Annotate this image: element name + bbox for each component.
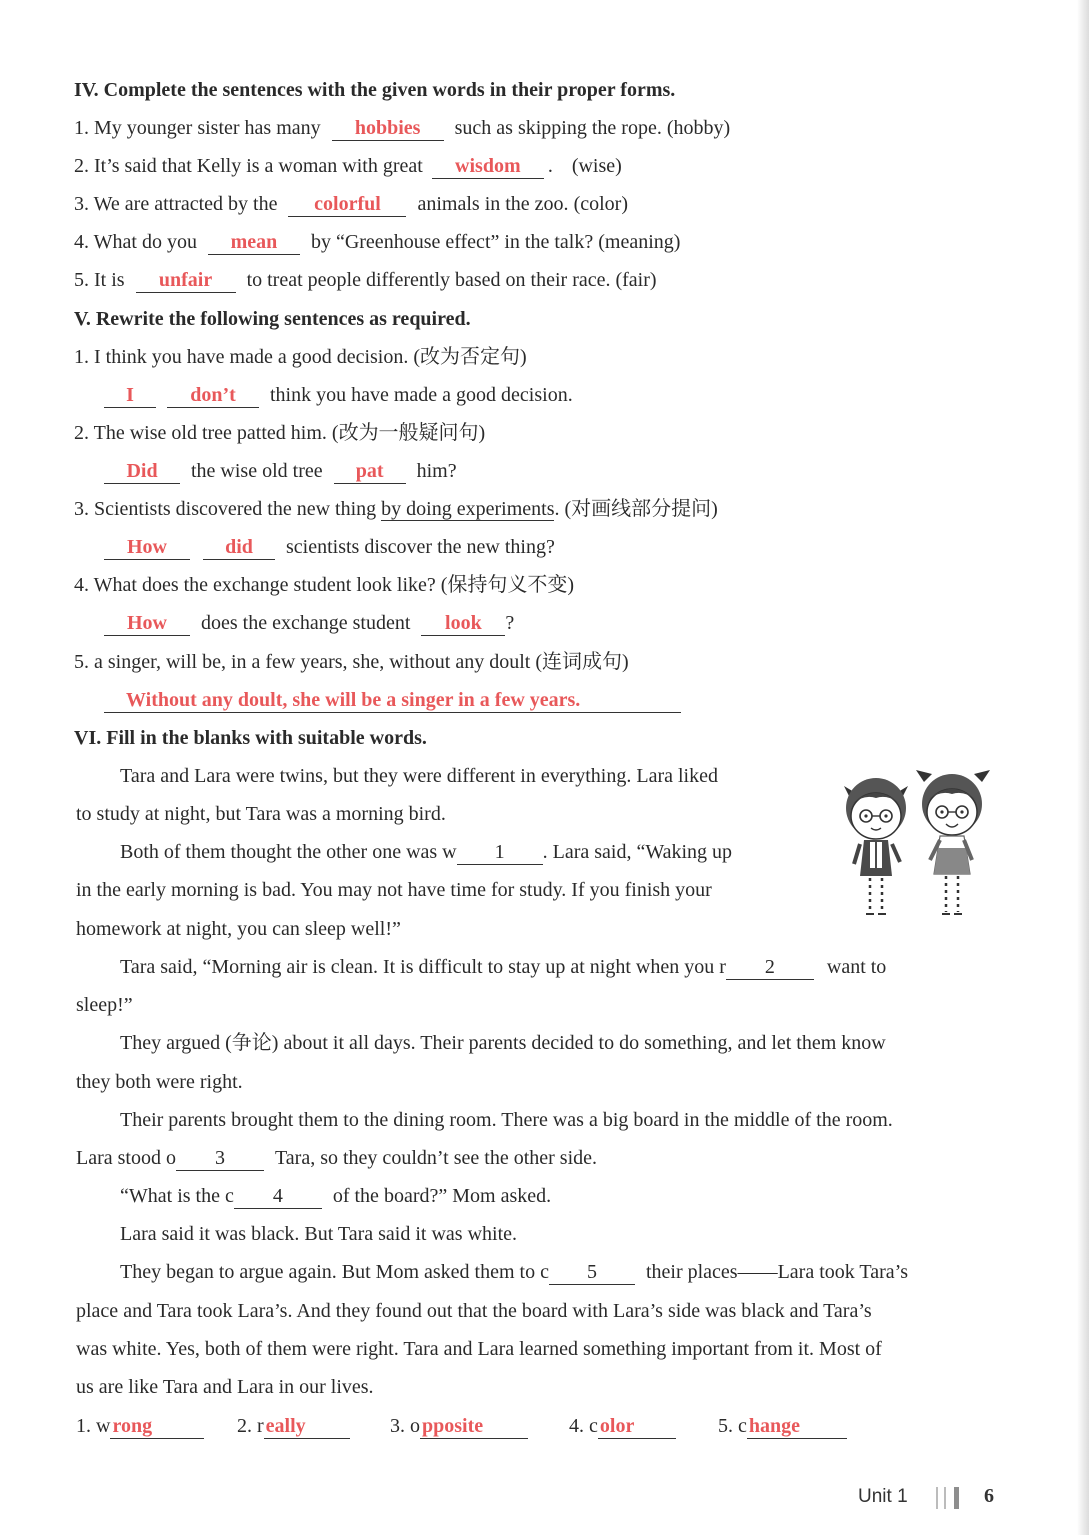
section-6-heading: VI. Fill in the blanks with suitable words.	[74, 727, 427, 749]
section-5-heading: V. Rewrite the following sentences as required.	[74, 308, 471, 330]
answer-blank: How	[104, 535, 190, 560]
blank-1: 1	[457, 840, 543, 865]
answer-blank: Did	[104, 459, 180, 484]
passage-line: Lara stood o 3 Tara, so they couldn’t see the other side.	[76, 1147, 598, 1169]
s4-item-1: 1. My younger sister has many hobbies such as skipping the rope. (hobby)	[74, 117, 731, 139]
passage-line: they both were right.	[76, 1071, 243, 1093]
answer-blank: How	[104, 611, 190, 636]
s5-a4: How does the exchange student look ?	[104, 610, 1089, 636]
passage-line: Both of them thought the other one was w 1 . Lara said, “Waking up	[120, 841, 733, 863]
s4-item-2: 2. It’s said that Kelly is a woman with great wisdom . (wise)	[74, 155, 622, 177]
answer-blank: hobbies	[332, 116, 444, 141]
passage-line: to study at night, but Tara was a morning bird.	[76, 803, 446, 825]
footer-divider	[944, 1487, 946, 1509]
blank-2: 2	[726, 955, 814, 980]
section-4-heading: IV. Complete the sentences with the given words in their proper forms.	[74, 79, 676, 101]
answer-blank: pat	[334, 459, 406, 484]
passage-line: Tara and Lara were twins, but they were different in everything. Lara liked	[120, 765, 718, 787]
answer-blank: I	[104, 383, 156, 408]
answer-blank: look	[421, 611, 505, 636]
s5-q1: 1. I think you have made a good decision. (改为否定句)	[74, 346, 527, 368]
passage-line: was white. Yes, both of them were right. Tara and Lara learned something important from it. Most of	[76, 1338, 882, 1360]
answer-key-1: 1. w rong	[76, 1413, 232, 1439]
s5-a2: Did the wise old tree pat him?	[104, 458, 1089, 484]
passage-line: They argued (争论) about it all days. Their parents decided to do something, and let them know	[120, 1032, 886, 1054]
footer-divider	[954, 1487, 959, 1509]
answer-key-4: 4. c olor	[569, 1413, 713, 1439]
passage-line: Their parents brought them to the dining room. There was a big board in the middle of the room.	[120, 1109, 893, 1131]
s5-q3: 3. Scientists discovered the new thing by doing experiments. (对画线部分提问)	[74, 498, 718, 520]
passage-line: sleep!”	[76, 994, 133, 1016]
item-number: 1.	[74, 117, 89, 139]
page-number: 6	[984, 1485, 994, 1507]
s5-q2: 2. The wise old tree patted him. (改为一般疑问句)	[74, 422, 486, 444]
answer-blank: Without any doult, she will be a singer in a few years.	[104, 688, 681, 713]
footer-divider	[936, 1487, 938, 1509]
twins-illustration-icon	[842, 764, 992, 920]
s5-a3: How did scientists discover the new thing?	[104, 534, 1089, 560]
answer-blank: unfair	[136, 268, 236, 293]
s5-a5	[104, 687, 1089, 713]
blank-4: 4	[234, 1184, 322, 1209]
answer-blank: don’t	[167, 383, 259, 408]
s4-item-4: 4. What do you mean by “Greenhouse effect” in the talk? (meaning)	[74, 231, 681, 253]
answer-key-row	[76, 1413, 1089, 1439]
answer-key-5: 5. c hange	[718, 1413, 868, 1439]
footer-unit-label: Unit 1	[858, 1486, 908, 1507]
passage-line: in the early morning is bad. You may not have time for study. If you finish your	[76, 879, 712, 901]
girl-right-icon	[916, 770, 990, 914]
answer-blank: wisdom	[432, 154, 544, 179]
answer-blank: did	[203, 535, 275, 560]
s4-item-3: 3. We are attracted by the colorful animals in the zoo. (color)	[74, 193, 628, 215]
passage-line: place and Tara took Lara’s. And they found out that the board with Lara’s side was black and Tara’s	[76, 1300, 872, 1322]
blank-3: 3	[176, 1146, 264, 1171]
passage-line: “What is the c 4 of the board?” Mom asked.	[120, 1185, 552, 1207]
s5-q5: 5. a singer, will be, in a few years, she, without any doult (连词成句)	[74, 651, 629, 673]
answer-blank: colorful	[288, 192, 406, 217]
answer-blank: mean	[208, 230, 300, 255]
passage-line: us are like Tara and Lara in our lives.	[76, 1376, 374, 1398]
passage-line: Lara said it was black. But Tara said it was white.	[120, 1223, 518, 1245]
s5-q4: 4. What does the exchange student look like? (保持句义不变)	[74, 574, 575, 596]
s5-a1: I don’t think you have made a good decision.	[104, 382, 1089, 408]
page-edge-shadow	[1077, 0, 1089, 1535]
answer-key-3: 3. o pposite	[390, 1413, 564, 1439]
passage-line: They began to argue again. But Mom asked them to c 5 their places——Lara took Tara’s	[120, 1261, 908, 1283]
answer-key-2: 2. r eally	[237, 1413, 385, 1439]
underlined-part: by doing experiments	[381, 498, 555, 520]
s4-item-5: 5. It is unfair to treat people differently based on their race. (fair)	[74, 269, 657, 291]
passage-line: Tara said, “Morning air is clean. It is difficult to stay up at night when you r 2 want to	[120, 956, 887, 978]
girl-left-icon	[844, 778, 908, 914]
blank-5: 5	[549, 1260, 635, 1285]
passage-line: homework at night, you can sleep well!”	[76, 918, 401, 940]
